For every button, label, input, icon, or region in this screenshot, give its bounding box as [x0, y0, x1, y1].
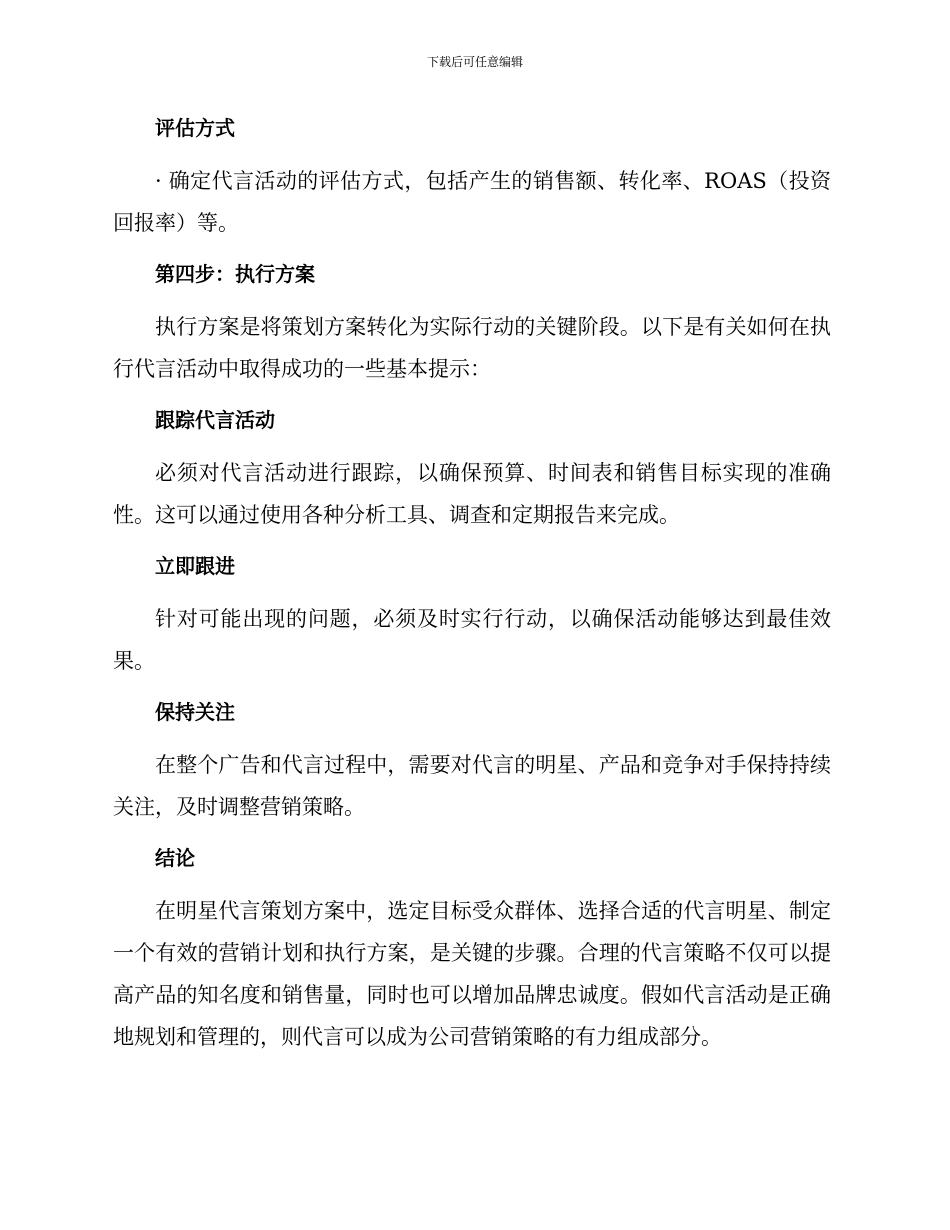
section-heading-track: 跟踪代言活动: [155, 408, 275, 432]
document-body: [113, 108, 831, 1068]
section-text-followup: 针对可能出现的问题，必须及时实行行动，以确保活动能够达到最佳效果。: [113, 607, 831, 673]
section-heading-followup: 立即跟进: [155, 554, 235, 578]
section-heading-conclusion: 结论: [155, 846, 195, 870]
section-text-eval: · 确定代言活动的评估方式，包括产生的销售额、转化率、ROAS（投资回报率）等。: [113, 169, 831, 235]
section-text-step4: 执行方案是将策划方案转化为实际行动的关键阶段。以下是有关如何在执行代言活动中取得成功的一些基本提示：: [113, 315, 831, 381]
section-heading-attention: 保持关注: [155, 700, 235, 724]
section-text-conclusion: 在明星代言策划方案中，选定目标受众群体、选择合适的代言明星、制定一个有效的营销计划和执行方案，是关键的步骤。合理的代言策略不仅可以提高产品的知名度和销售量，同时也可以增加品牌忠诚度。假如代言活动是正确地规划和管理的，则代言可以成为公司营销策略的有力组成部分。: [113, 899, 831, 1049]
page-header: 下载后可任意编辑: [426, 55, 523, 69]
section-text-track: 必须对代言活动进行跟踪，以确保预算、时间表和销售目标实现的准确性。这可以通过使用各种分析工具、调查和定期报告来完成。: [113, 461, 831, 527]
section-heading-step4: 第四步：执行方案: [155, 262, 315, 286]
section-text-attention: 在整个广告和代言过程中，需要对代言的明星、产品和竞争对手保持持续关注，及时调整营销策略。: [113, 753, 831, 819]
section-heading-eval: 评估方式: [155, 116, 235, 140]
